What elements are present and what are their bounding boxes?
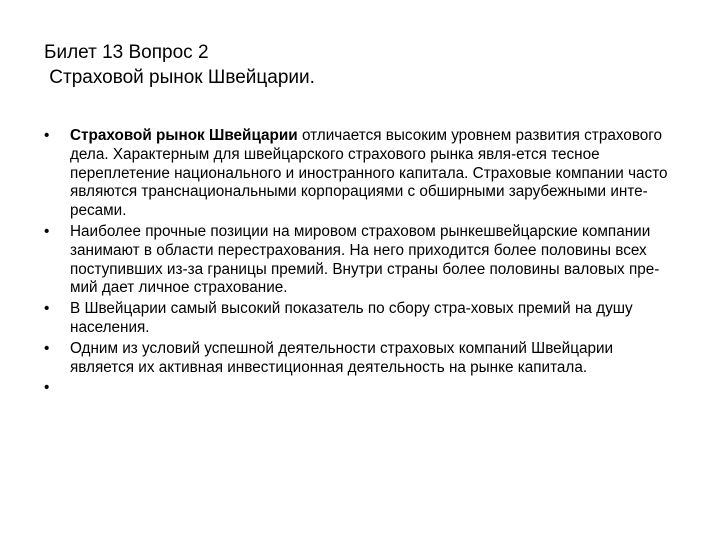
list-item-text: Наиболее прочные позиции на мировом страховом рынкешвейцарские компании занимают в области перестрахования. На него приходится более половины всех поступивших из-за границы премий. Внутри страны более половины валовых пре-мий дает личное страхование.: [70, 222, 660, 297]
list-item: [44, 300, 680, 338]
list-item-text: В Швейцарии самый высокий показатель по сбору стра-ховых премий на душу населения.: [70, 300, 633, 336]
list-item: [44, 340, 680, 378]
bullet-list: [44, 127, 680, 400]
list-item-empty: [44, 379, 680, 398]
title-line-1: Билет 13 Вопрос 2: [44, 42, 209, 63]
list-item-lead: Страховой рынок Швейцарии: [70, 127, 298, 144]
list-item-text: отличается высоким уровнем развития страхового дела. Характерным для швейцарского страхового рынка явля-ется тесное переплетение национального и иностранного капитала. Страховые компании часто являются транснациональными корпорациями с обширными зарубежными инте-ресами.: [70, 127, 668, 220]
bullet-marker: •: [44, 127, 50, 144]
slide-title: [44, 40, 684, 90]
bullet-marker: •: [44, 339, 50, 357]
bullet-marker: •: [44, 379, 50, 397]
list-item-text: Одним из условий успешной деятельности страховых компаний Швейцарии является их активная инвестиционная деятельность на рынке капитала.: [70, 339, 614, 376]
title-line-2: Страховой рынок Швейцарии.: [44, 67, 315, 88]
list-item: [44, 223, 680, 298]
bullet-marker: •: [44, 222, 50, 240]
bullet-marker: •: [44, 300, 50, 318]
list-item: [44, 127, 680, 221]
